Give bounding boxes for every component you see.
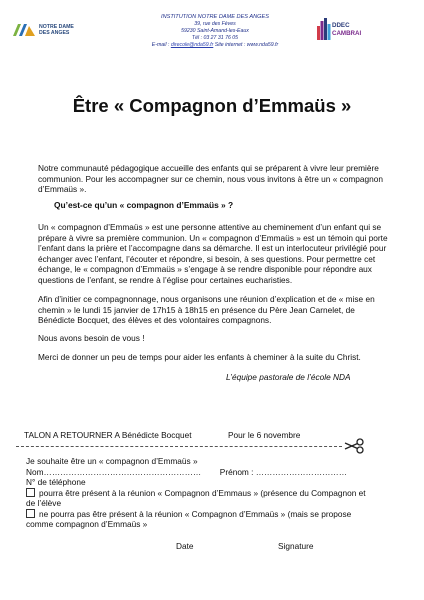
school-address-block [110,14,320,49]
page-title: Être « Compagnon d’Emmaüs » [72,95,352,116]
contact-line [110,42,320,49]
need-line: Nous avons besoin de vous ! [38,333,145,343]
signature-line: L’équipe pastorale de l’école NDA [226,372,351,382]
institution-name: INSTITUTION NOTRE DAME DES ANGES [161,14,269,20]
street-address: 39, rue des Fèves [194,21,236,27]
site-label: Site internet : [214,42,246,48]
signature-label: Signature [278,541,314,551]
explanation-paragraph: Un « compagnon d’Emmaüs » est une personne attentive au cheminement d’un enfant qui se prépare à vivre sa première communion. Un « compagnon d’Emmaüs » est un témoin qui porte l’enfant dans la prière et l’accompagne dans sa démarche. Il est un interlocuteur privilégié pour échanger avec l’enfant, l’écouter et répondre, si besoin, à ses questions. Pour permettre cet échange, le « compagnon d’Emmaüs » s’engage à se rendre disponible pour répondre aux questions de l’enfant, se rendre à l’église pour certaines eucharisties. [38,222,388,285]
cut-line [16,446,342,447]
cambrai-text: CAMBRAI [332,30,362,37]
absent-checkbox[interactable] [26,509,35,518]
ddec-bars-icon [317,18,331,40]
email-link[interactable]: direcole@nda59.fr [170,42,214,48]
phone-field[interactable]: N° de téléphone [26,477,86,487]
question-heading: Qu’est-ce qu’un « compagnon d’Emmaüs » ? [54,200,234,210]
option-absent-cont: comme compagnon d’Emmaüs » [26,519,148,529]
email-label: E-mail : [151,42,170,48]
city-address: 59230 Saint-Amand-les-Eaux [181,28,249,34]
option-present-label: pourra être présent à la réunion « Compagnon d’Emmaus » (présence du Compagnon et [39,488,366,498]
nda-logo-icon [12,23,36,37]
school-logo [12,22,92,38]
firstname-field[interactable]: Prénom : …………………………… [219,467,348,477]
option-present-cont: de l’élève [26,498,62,508]
meeting-paragraph: Afin d’initier ce compagnonnage, nous organisons une réunion d’explication et de « mise en chemin » le lundi 15 janvier de 17h15 à 18h15 en présence du Père Jean Carnelet, de Bénédicte Bocquet, des élèves et des volontaires compagnons. [38,294,375,326]
thanks-line: Merci de donner un peu de temps pour aider les enfants à cheminer à la suite du Christ. [38,352,361,362]
phone-number: Tél : 03 27 31 76 05 [191,35,239,41]
talon-deadline: Pour le 6 novembre [228,430,301,440]
logo-text-line1: NOTRE DAME [39,24,74,30]
present-checkbox[interactable] [26,488,35,497]
option-absent-label: ne pourra pas être présent à la réunion « Compagnon d’Emmaüs » (mais se propose [39,509,352,519]
wish-line: Je souhaite être un « compagnon d’Emmaüs » [26,456,198,466]
option-absent [26,509,351,520]
ddec-logo [313,12,373,46]
date-label: Date [176,541,194,551]
name-field[interactable]: Nom………………………………………………… [26,467,202,477]
ddec-text: DDEC [332,22,350,29]
name-row [26,467,347,478]
scissors-icon [344,438,364,454]
site-link[interactable]: www.nda59.fr [246,42,279,48]
talon-heading: TALON A RETOURNER A Bénédicte Bocquet [24,430,192,440]
option-present [26,488,366,499]
intro-paragraph: Notre communauté pédagogique accueille des enfants qui se préparent à vivre leur première communion. Pour les accompagner sur ce chemin, nous vous invitons à être un « compagnon d’Emmaüs ». [38,163,383,195]
logo-text-line2: DES ANGES [39,30,70,36]
